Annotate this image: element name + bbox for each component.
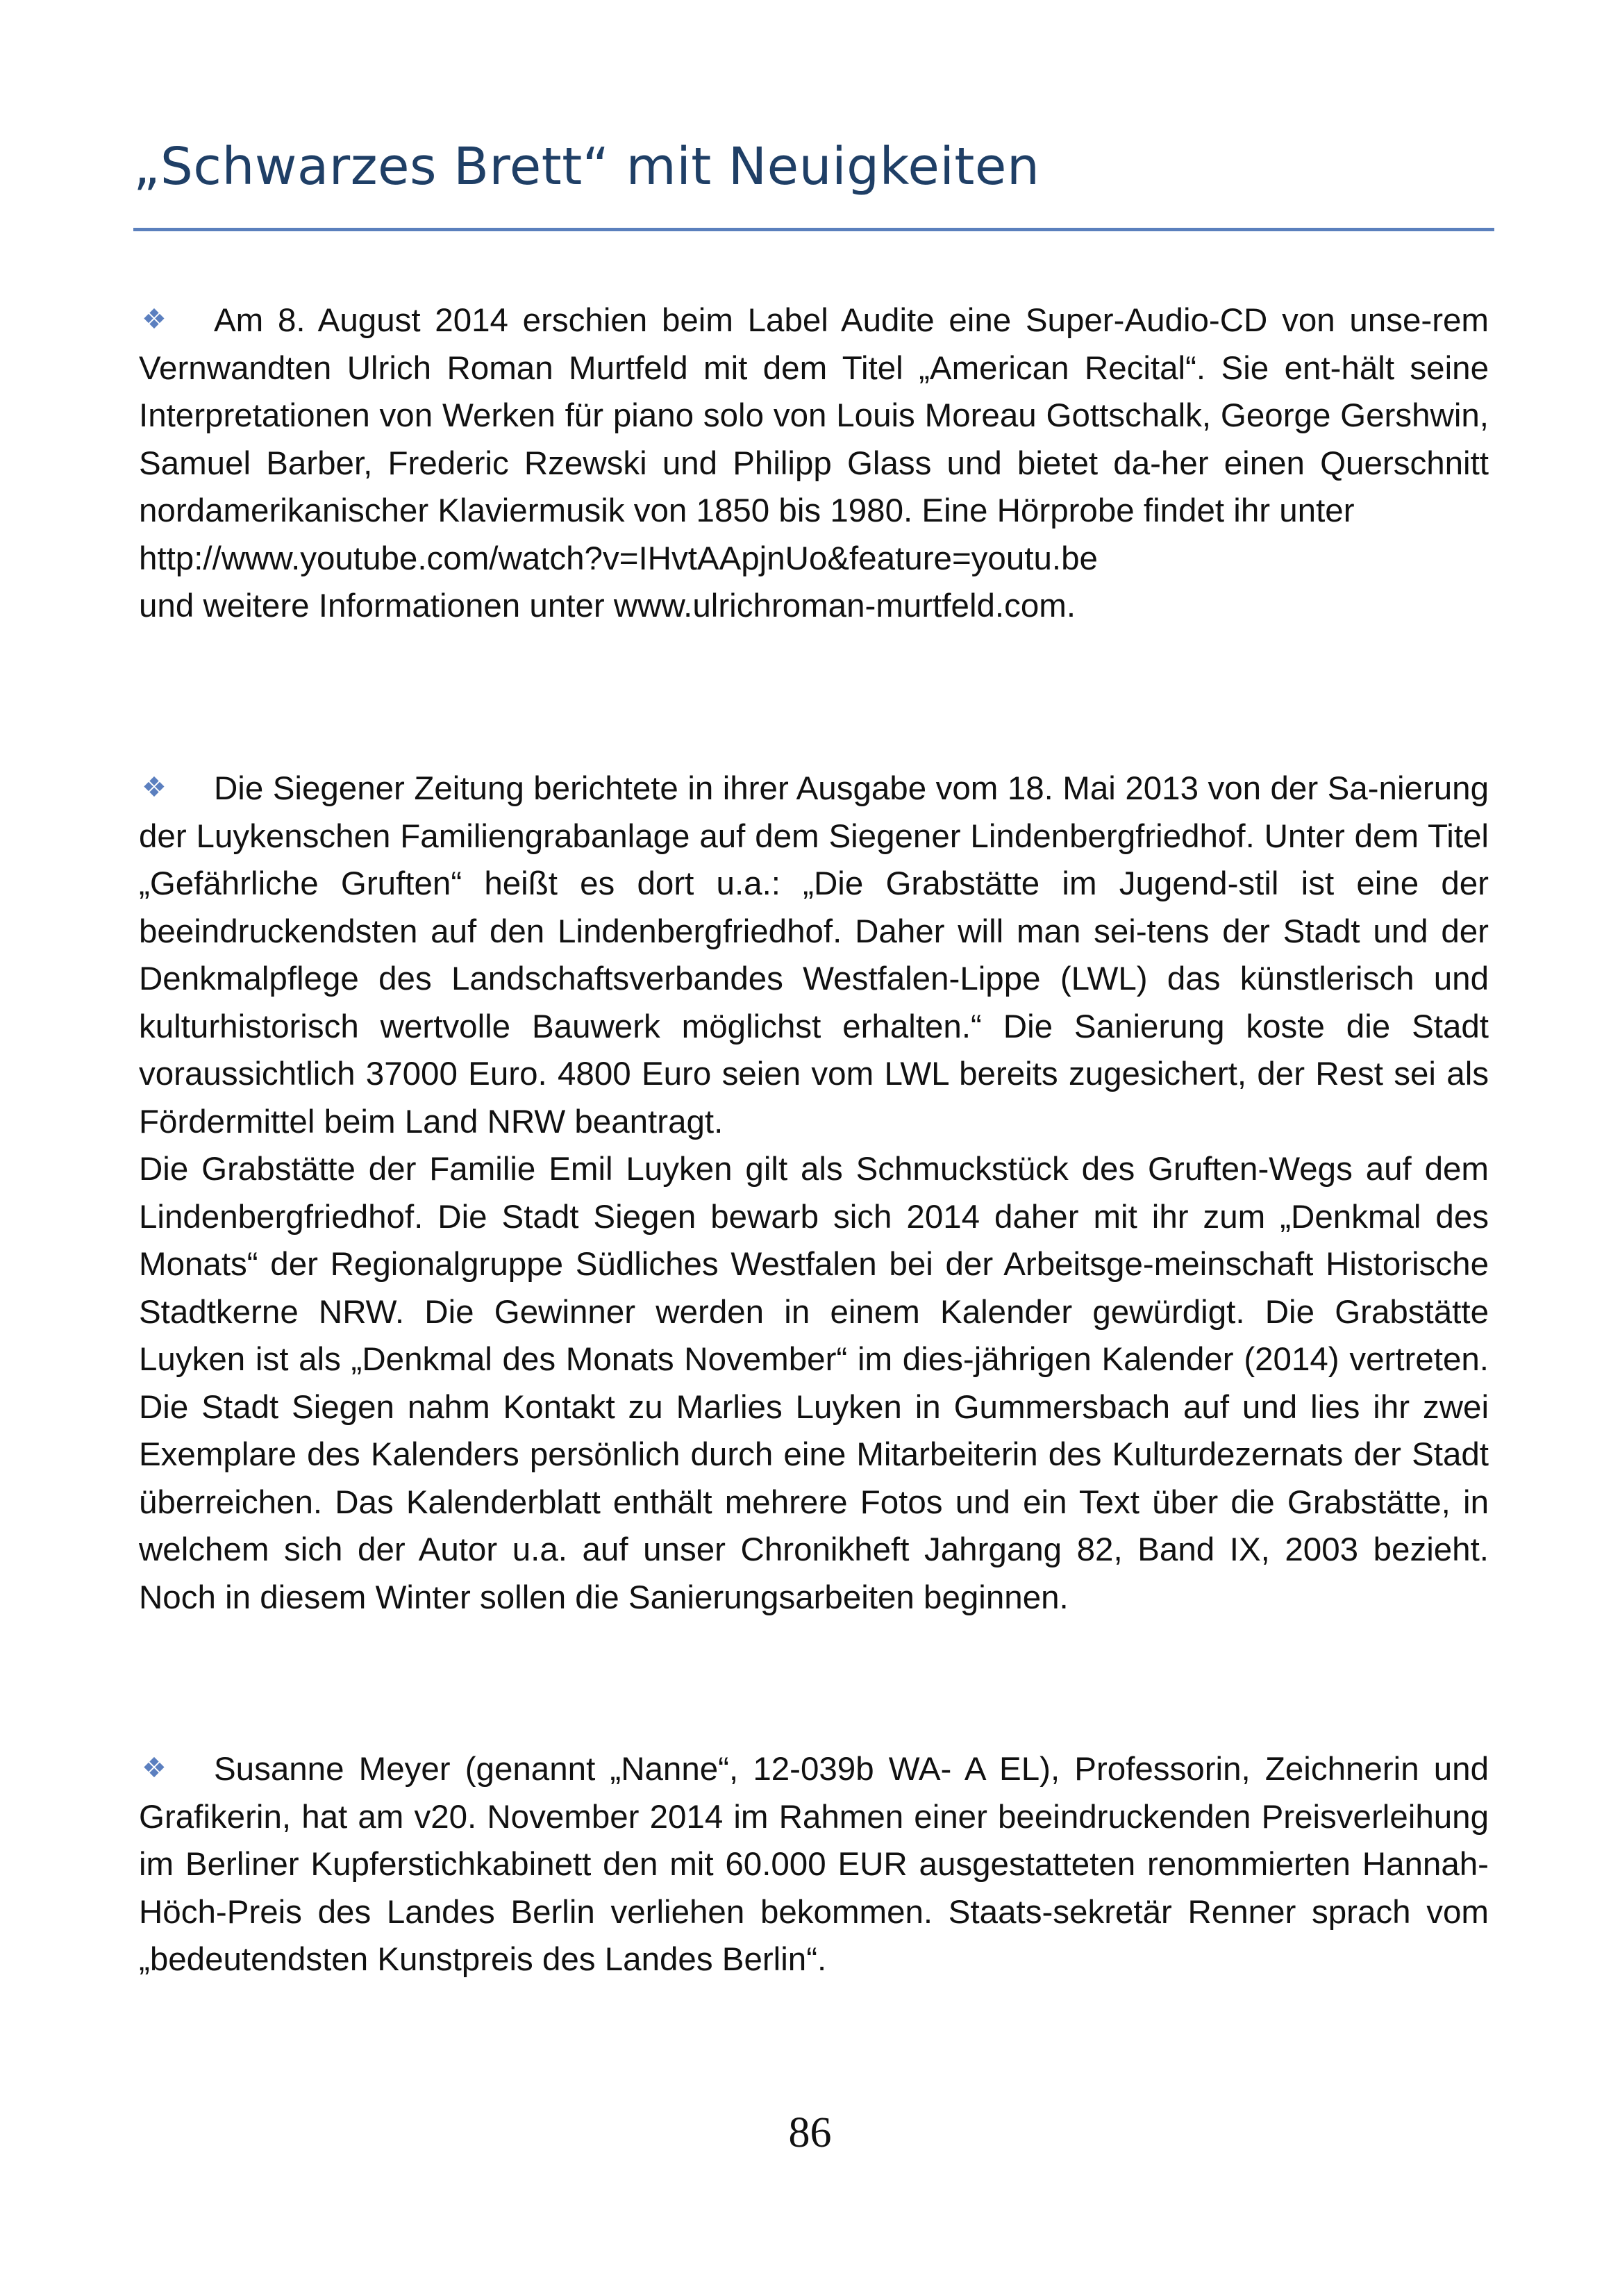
entry-paragraph: Die Grabstätte der Familie Emil Luyken gilt als Schmuckstück des Gruften-Wegs auf dem Lindenbergfriedhof. Die Stadt Siegen bewarb sich 2014 daher mit ihr zum „Denkmal des Monats“ der Regionalgruppe Südliches Westfalen bei der Arbeitsge-meinschaft Historische Stadtkerne NRW. Die Gewinner werden in einem Kalender gewürdigt. Die Grabstätte Luyken ist als „Denkmal des Monats November“ im dies-jährigen Kalender (2014) vertreten. Die Stadt Siegen nahm Kontakt zu Marlies Luyken in Gummersbach auf und lies ihr zwei Exemplare des Kalenders persönlich durch eine Mitarbeiterin des Kulturdezernats der Stadt überreichen. Das Kalenderblatt enthält mehrere Fotos und ein Text über die Grabstätte, in welchem sich der Autor u.a. auf unser Chronikheft Jahrgang 82, Band IX, 2003 bezieht. Noch in diesem Winter sollen die Sanierungsarbeiten beginnen. [139,1151,1489,1616]
youtube-link[interactable]: http://www.youtube.com/watch?v=IHvtAApjnUo&feature=youtu.be [139,540,1098,577]
diamond-four-petal-icon: ❖ [142,1753,167,1783]
entry-trailing-text: und weitere Informationen unter www.ulrichroman-murtfeld.com. [139,588,1076,624]
diamond-four-petal-icon: ❖ [142,772,167,803]
entry-text: Susanne Meyer (genannt „Nanne“, 12-039b WA- A EL), Professorin, Zeichnerin und Grafikerin, hat am v20. November 2014 im Rahmen einer beeindruckenden Preisverleihung im Berliner Kupferstichkabinett den mit 60.000 EUR ausgestatteten renommierten Hannah- Höch-Preis des Landes Berlin verliehen bekommen. Staats-sekretär Renner sprach vom „bedeutendsten Kunstpreis des Landes Berlin“. [139,1751,1489,1978]
news-entry-hoech-preis [139,1745,1489,1984]
entry-paragraph [139,1745,1489,1984]
entry-link[interactable] [139,535,1489,583]
entry-text: Die Siegener Zeitung berichtete in ihrer Ausgabe vom 18. Mai 2013 von der Sa-nierung der Luykenschen Familiengrabanlage auf dem Siegener Lindenbergfriedhof. Unter dem Titel „Gefährliche Gruften“ heißt es dort u.a.: „Die Grabstätte im Jugend-stil ist eine der beeindruckendsten auf den Lindenbergfriedhof. Daher will man sei-tens der Stadt und der Denkmalpflege des Landschaftsverbandes Westfalen-Lippe (LWL) das künstlerisch und kulturhistorisch wertvolle Bauwerk möglichst erhalten.“ Die Sanierung koste die Stadt voraussichtlich 37000 Euro. 4800 Euro seien vom LWL bereits zugesichert, der Rest sei als Fördermittel beim Land NRW beantragt. [139,770,1489,1140]
news-entry-audio-cd [139,296,1489,631]
entry-paragraph [139,764,1489,1146]
diamond-four-petal-icon: ❖ [142,304,167,335]
entry-text: Am 8. August 2014 erschien beim Label Audite eine Super-Audio-CD von unse-rem Vernwandten Ulrich Roman Murtfeld mit dem Titel „American Recital“. Sie ent-hält seine Interpretationen von Werken für piano solo von Louis Moreau Gottschalk, George Gershwin, Samuel Barber, Frederic Rzewski und Philipp Glass und bietet da-her einen Querschnitt nordamerikanischer Klaviermusik von 1850 bis 1980. Eine Hörprobe findet ihr unter [139,302,1489,529]
page-number: 86 [788,2109,832,2156]
title-underline [133,228,1494,231]
entry-paragraph [139,296,1489,535]
page-title: „Schwarzes Brett“ mit Neuigkeiten [133,137,1040,197]
news-entry-grabanlage [139,764,1489,1622]
